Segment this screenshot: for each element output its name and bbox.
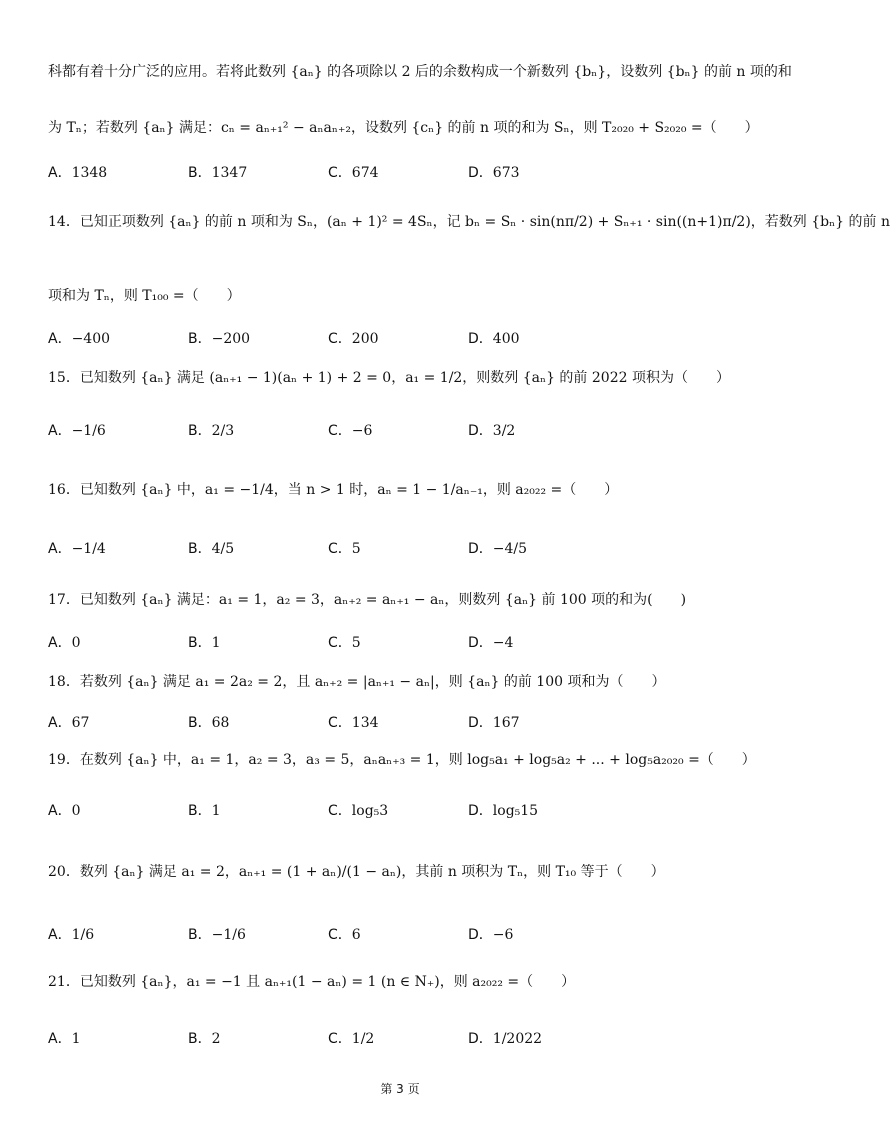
option-d: D．167 [468,715,520,731]
option-c: C．−6 [328,423,373,439]
option-c: C．200 [328,331,379,347]
option-c: C．5 [328,541,361,557]
option-a: A．67 [48,715,90,731]
intro-line-1: 科都有着十分广泛的应用。若将此数列 {aₙ} 的各项除以 2 后的余数构成一个新数列 {bₙ}，设数列 {bₙ} 的前 n 项的和 [48,64,792,80]
q19-options [48,800,768,824]
q17-options [48,632,768,656]
option-a: A．1348 [48,165,108,181]
q21-stem: 21．已知数列 {aₙ}，a₁ = −1 且 aₙ₊₁(1 − aₙ) = 1 (n ∈ N₊)，则 a₂₀₂₂ =（ ） [48,974,576,990]
option-d: D．1/2022 [468,1031,543,1047]
option-d: D．−4/5 [468,541,528,557]
option-c: C．674 [328,165,379,181]
q18-stem: 18．若数列 {aₙ} 满足 a₁ = 2a₂ = 2，且 aₙ₊₂ = |aₙ₊₁ − aₙ|，则 {aₙ} 的前 100 项和为（ ） [48,674,666,690]
option-d: D．−4 [468,635,514,651]
q14-stem-2: 项和为 Tₙ，则 T₁₀₀ =（ ） [48,288,241,304]
option-a: A．0 [48,803,81,819]
option-c: C．5 [328,635,361,651]
option-b: B．−200 [188,331,251,347]
option-d: D．log₅15 [468,803,539,819]
option-c: C．6 [328,927,361,943]
option-a: A．0 [48,635,81,651]
q16-stem: 16．已知数列 {aₙ} 中，a₁ = −1/4，当 n > 1 时，aₙ = 1 − 1/aₙ₋₁，则 a₂₀₂₂ =（ ） [48,482,619,498]
q19-stem: 19．在数列 {aₙ} 中，a₁ = 1，a₂ = 3，a₃ = 5，aₙaₙ₊₃ = 1，则 log₅a₁ + log₅a₂ + ... + log₅a₂₀₂₀ =（ ） [48,752,756,768]
option-d: D．673 [468,165,520,181]
option-a: A．1/6 [48,927,95,943]
option-a: A．−400 [48,331,111,347]
q14-stem-1: 14．已知正项数列 {aₙ} 的前 n 项和为 Sₙ，(aₙ + 1)² = 4Sₙ，记 bₙ = Sₙ · sin(nπ/2) + Sₙ₊₁ · sin((n+1)π/2)，若数列 {bₙ} 的前 n [48,214,890,230]
option-a: A．1 [48,1031,81,1047]
option-c: C．log₅3 [328,803,389,819]
option-c: C．1/2 [328,1031,375,1047]
option-b: B．1347 [188,165,248,181]
option-c: C．134 [328,715,379,731]
q20-options [48,924,768,948]
q21-options [48,1028,768,1052]
intro-line-2: 为 Tₙ；若数列 {aₙ} 满足：cₙ = aₙ₊₁² − aₙaₙ₊₂，设数列 {cₙ} 的前 n 项的和为 Sₙ，则 T₂₀₂₀ + S₂₀₂₀ =（ ） [48,120,759,136]
option-d: D．3/2 [468,423,516,439]
q13-options [48,162,768,186]
option-b: B．68 [188,715,230,731]
page-footer: 第 3 页 [380,1082,420,1096]
q18-options [48,712,768,736]
q20-stem: 20．数列 {aₙ} 满足 a₁ = 2，aₙ₊₁ = (1 + aₙ)/(1 − aₙ)，其前 n 项积为 Tₙ，则 T₁₀ 等于（ ） [48,864,665,880]
q16-options [48,538,768,562]
option-b: B．2 [188,1031,221,1047]
option-a: A．−1/6 [48,423,106,439]
option-d: D．400 [468,331,520,347]
q14-options [48,328,768,352]
option-b: B．−1/6 [188,927,246,943]
option-b: B．1 [188,635,221,651]
option-b: B．4/5 [188,541,235,557]
option-d: D．−6 [468,927,514,943]
q17-stem: 17．已知数列 {aₙ} 满足：a₁ = 1，a₂ = 3，aₙ₊₂ = aₙ₊₁ − aₙ，则数列 {aₙ} 前 100 项的和为( ) [48,592,687,608]
q15-options [48,420,768,444]
option-a: A．−1/4 [48,541,106,557]
option-b: B．2/3 [188,423,235,439]
q15-stem: 15．已知数列 {aₙ} 满足 (aₙ₊₁ − 1)(aₙ + 1) + 2 = 0，a₁ = 1/2，则数列 {aₙ} 的前 2022 项积为（ ） [48,370,730,386]
option-b: B．1 [188,803,221,819]
